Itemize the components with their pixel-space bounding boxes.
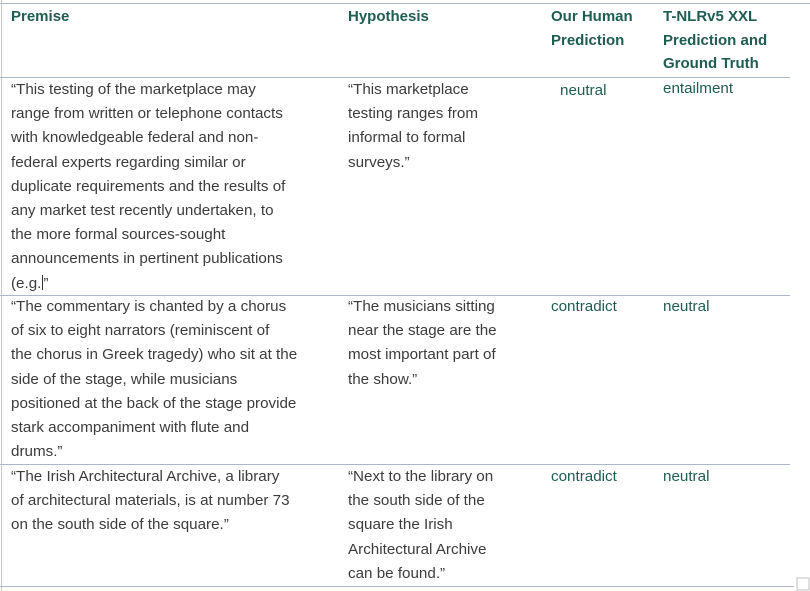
- row-1-model-prediction: entailment: [663, 80, 734, 97]
- row-3-premise: “The Irish Architectural Archive, a library of architectural materials, is at number 73 on the south side of the square.”: [11, 468, 290, 534]
- resize-corner-icon[interactable]: [796, 577, 810, 591]
- row-2-premise: “The commentary is chanted by a chorus of six to eight narrators (reminiscent of the chorus in Greek tragedy) who sit at the side of the stage, while musicians positioned at the back of the stage provide stark accompaniment with flute and drums.”: [11, 298, 298, 461]
- header-hypothesis: Hypothesis: [348, 8, 429, 25]
- row-1-premise-tail: ”: [43, 274, 49, 292]
- row-2-model-prediction: neutral: [663, 298, 710, 315]
- row-1-hypothesis: “This marketplace testing ranges from informal to formal surveys.”: [348, 81, 478, 171]
- top-rule: [0, 3, 810, 4]
- row-1-premise: [11, 78, 341, 296]
- bottom-rule: [0, 586, 794, 587]
- row-3-hypothesis: “Next to the library on the south side of the square the Irish Architectural Archive can be found.”: [348, 468, 494, 582]
- row-3-human-prediction: contradict: [551, 468, 617, 485]
- row-2-human-prediction: contradict: [551, 298, 617, 315]
- row-2-hypothesis: “The musicians sitting near the stage are the most important part of the show.”: [348, 298, 497, 388]
- row-1-human-prediction: neutral: [560, 82, 607, 99]
- row-1-premise-text: “This testing of the marketplace may range from written or telephone contacts with knowledgeable federal and non- federal experts regarding similar or duplicate requirements and the results of any market test recently undertaken, to the more formal sources-sought announcements in pertinent publications (e.g.: [11, 81, 286, 292]
- header-model-prediction: T-NLRv5 XXL Prediction and Ground Truth: [663, 8, 768, 73]
- header-human-prediction: Our Human Prediction: [551, 8, 633, 49]
- row-3-model-prediction: neutral: [663, 468, 710, 485]
- header-premise: Premise: [11, 8, 70, 25]
